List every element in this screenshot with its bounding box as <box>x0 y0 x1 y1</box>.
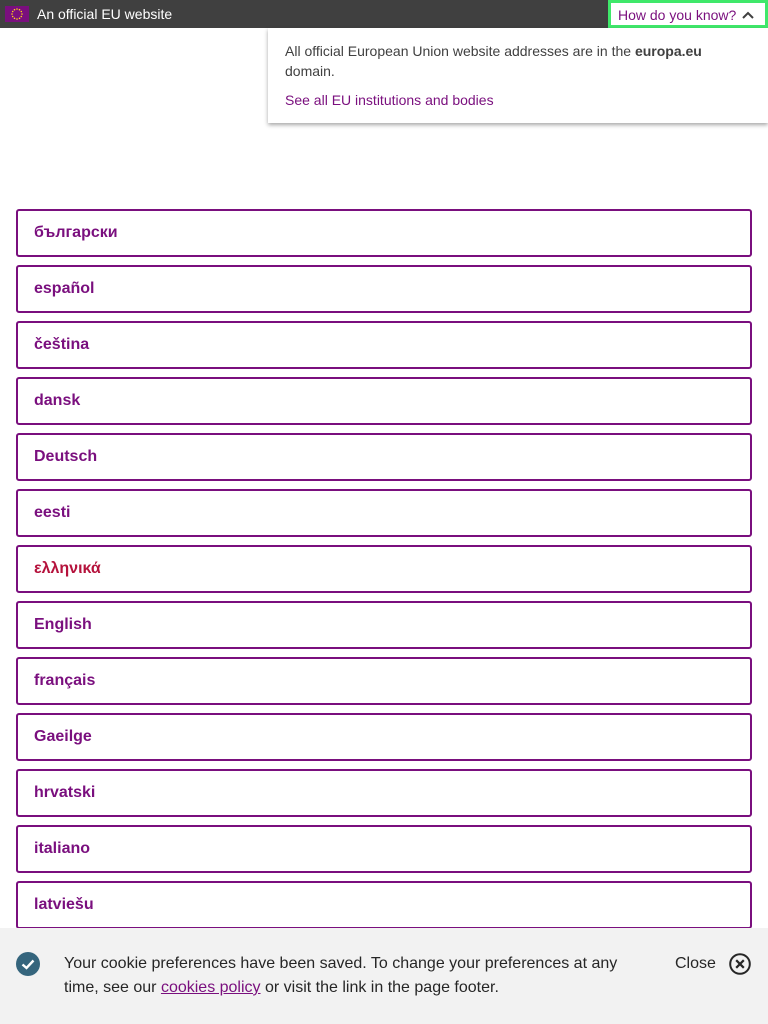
how-do-you-know-popup <box>268 28 768 123</box>
close-circle-icon[interactable] <box>729 953 751 975</box>
language-item[interactable]: Gaeilge <box>16 713 752 761</box>
language-item[interactable]: français <box>16 657 752 705</box>
popup-domain: europa.eu <box>634 43 702 59</box>
language-item[interactable]: español <box>16 265 752 313</box>
check-circle-icon <box>16 952 40 976</box>
language-item[interactable]: eesti <box>16 489 752 537</box>
language-item[interactable]: English <box>16 601 752 649</box>
language-item[interactable]: hrvatski <box>16 769 752 817</box>
how-do-you-know-label: How do you know? <box>618 7 737 23</box>
language-item[interactable]: български <box>16 209 752 257</box>
language-item[interactable]: latviešu <box>16 881 752 929</box>
language-list <box>16 209 752 937</box>
close-button[interactable]: Close <box>675 955 716 972</box>
chevron-up-icon <box>741 8 755 22</box>
official-website-label: An official EU website <box>37 6 173 22</box>
language-item[interactable]: ελληνικά <box>16 545 752 593</box>
cookie-notice <box>0 928 768 1024</box>
cookies-policy-link[interactable]: cookies policy <box>160 979 261 996</box>
how-do-you-know-button[interactable] <box>608 0 768 28</box>
language-item[interactable]: dansk <box>16 377 752 425</box>
cookie-text-prefix: Your cookie preferences have been saved. To change your preferences at any time, see our <box>64 955 618 996</box>
popup-explanation <box>285 41 752 81</box>
cookie-text-suffix: or visit the link in the page footer. <box>260 979 499 996</box>
official-eu-banner <box>0 0 768 28</box>
cookie-message <box>64 952 644 1000</box>
eu-flag-icon <box>5 6 29 22</box>
language-item[interactable]: čeština <box>16 321 752 369</box>
popup-text-suffix: domain. <box>285 63 335 79</box>
popup-text-prefix: All official European Union website addresses are in the <box>285 43 635 59</box>
language-item[interactable]: italiano <box>16 825 752 873</box>
eu-institutions-link[interactable]: See all EU institutions and bodies <box>285 92 494 108</box>
language-item[interactable]: Deutsch <box>16 433 752 481</box>
